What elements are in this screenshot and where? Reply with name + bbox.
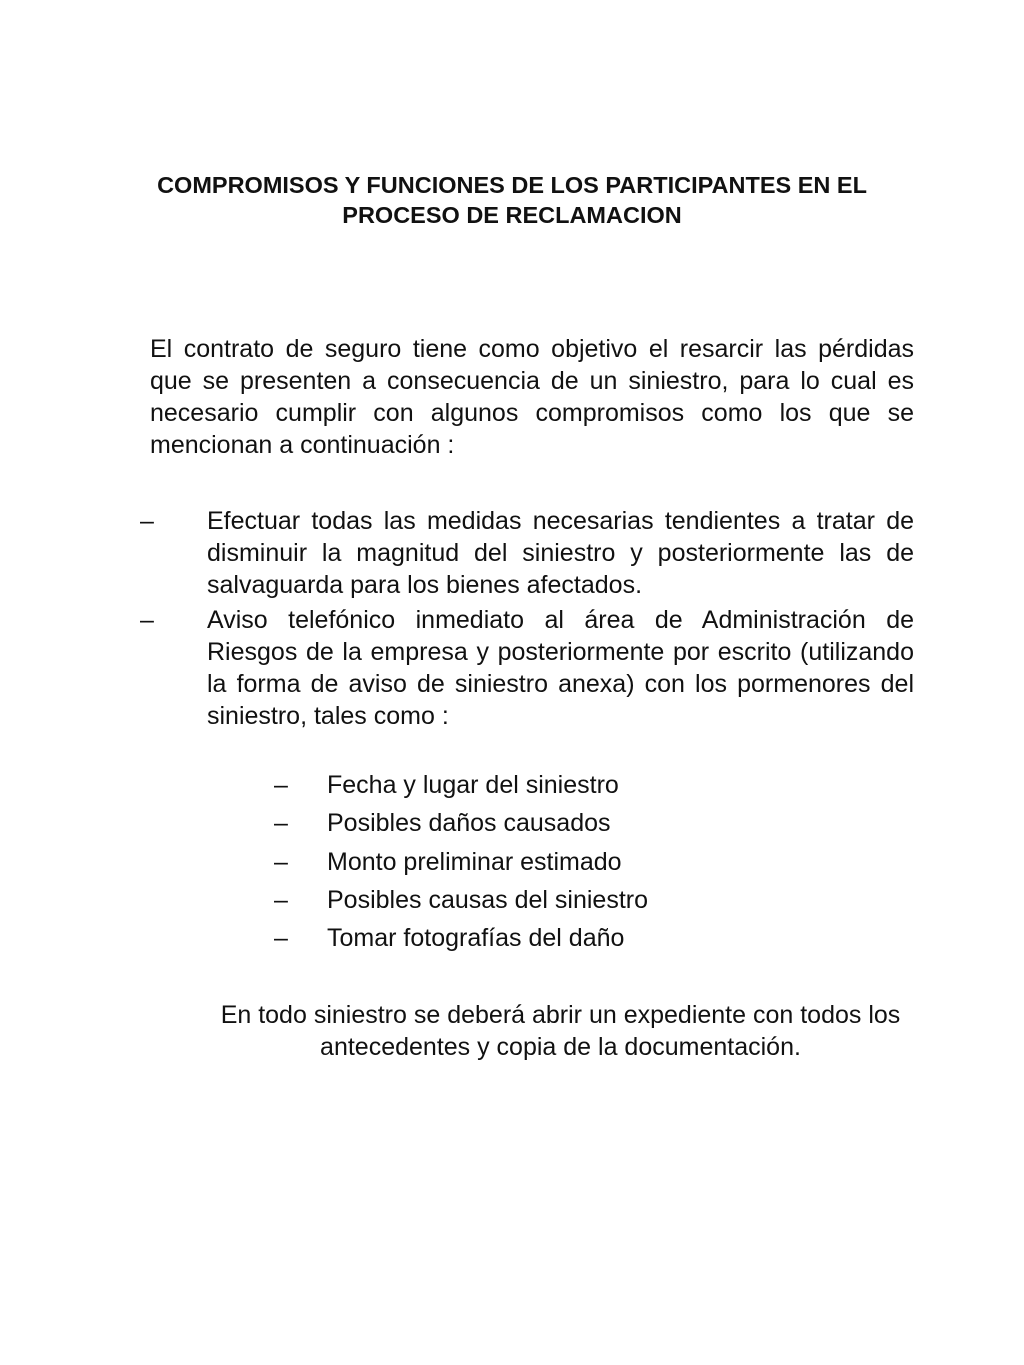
sub-bullet-text: Monto preliminar estimado — [327, 847, 622, 876]
dash-marker: – — [274, 924, 288, 953]
dash-marker: – — [274, 885, 288, 914]
sub-bullet-item — [0, 807, 1024, 845]
sub-bullet-text: Fecha y lugar del siniestro — [327, 771, 619, 799]
title-line-2: PROCESO DE RECLAMACION — [342, 202, 682, 228]
sub-bullet-text: Tomar fotografías del daño — [327, 924, 625, 953]
dash-marker: – — [274, 771, 288, 799]
document-title — [95, 170, 929, 230]
bullet-text: Efectuar todas las medidas necesarias tendientes a tratar de disminuir la magnitud del siniestro y posteriormente las de salvaguarda para los bienes afectados. — [207, 507, 914, 599]
sub-bullet-item — [0, 884, 1024, 922]
dash-marker: – — [140, 507, 154, 535]
dash-marker: – — [274, 809, 288, 838]
intro-paragraph: El contrato de seguro tiene como objetivo el resarcir las pérdidas que se presenten a consecuencia de un siniestro, para lo cual es necesario cumplir con algunos compromisos como los que se mencionan a continuación : — [150, 335, 914, 459]
closing-paragraph: En todo siniestro se deberá abrir un expediente con todos los antecedentes y copia de la documentación. — [220, 1001, 901, 1061]
sub-bullet-text: Posibles causas del siniestro — [327, 885, 648, 914]
dash-marker: – — [274, 847, 288, 876]
sub-bullet-item — [0, 769, 1024, 807]
bullet-text: Aviso telefónico inmediato al área de Administración de Riesgos de la empresa y posteriormente por escrito (utilizando la forma de aviso de siniestro anexa) con los pormenores del siniestro, tales como : — [207, 606, 914, 730]
sub-bullet-text: Posibles daños causados — [327, 809, 611, 838]
sub-bullet-list — [0, 769, 1024, 960]
sub-bullet-item — [0, 922, 1024, 960]
dash-marker: – — [140, 606, 154, 634]
title-line-1: COMPROMISOS Y FUNCIONES DE LOS PARTICIPANTES EN EL — [157, 172, 867, 198]
sub-bullet-item — [0, 846, 1024, 884]
